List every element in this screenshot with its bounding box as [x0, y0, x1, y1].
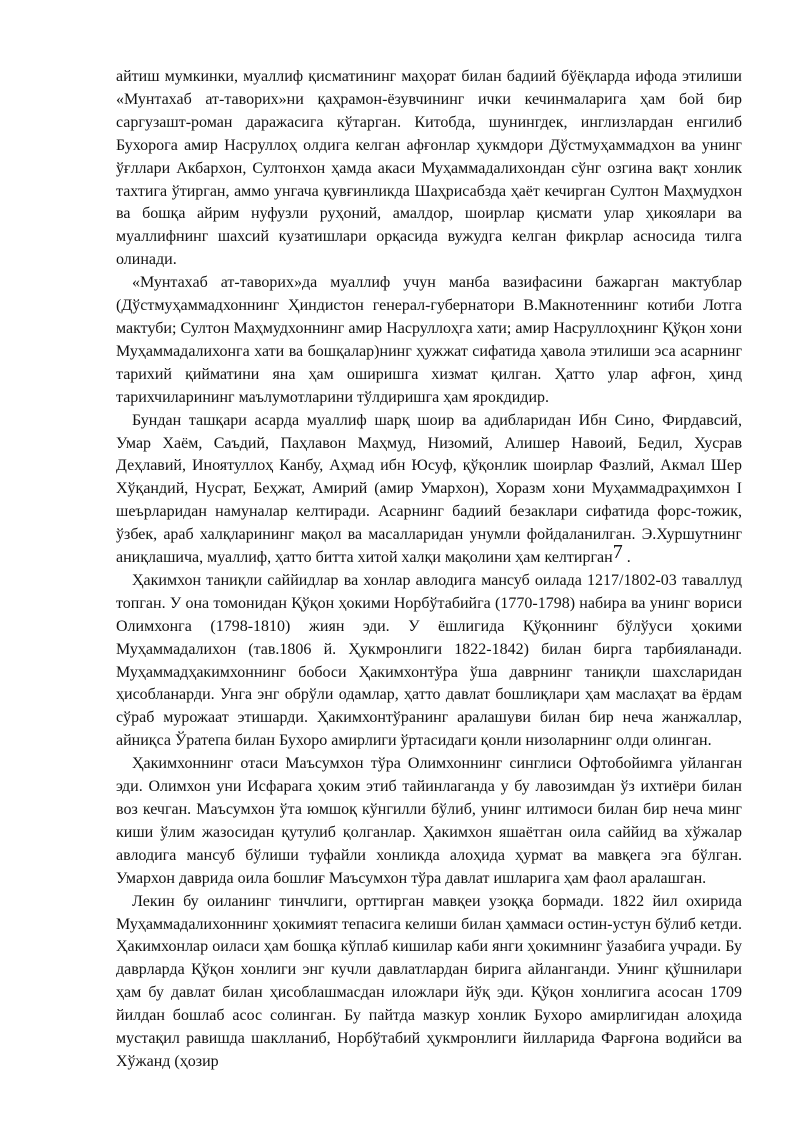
paragraph-1-text: айтиш мумкинки, муаллиф қисматининг маҳорат билан бадиий бўёқларда ифода этилиши «Мунтахаб ат-таворих»ни қаҳрамон-ёзувчининг ички кечинмаларига ҳам бой бир саргузашт-роман даражасига кўтарган. Китобда, шунингдек, инглизлардан енгилиб Бухорога амир Насруллоҳ олдига келган афғонлар ҳукмдори Дўстмуҳаммадхон ва унинг ўғллари Акбархон, Султонхон ҳамда акаси Муҳаммадалихондан сўнг озгина вақт хонлик тахтига ўтирган, аммо унгача қувғинликда Шаҳрисабзда ҳаёт кечирган Султон Маҳмудхон ва бошқа айрим нуфузли руҳоний, амалдор, шоирлар қисмати улар ҳикоялари ва муаллифнинг шахсий кузатишлари орқасида вужудга келган фикрлар асносида тилга олинади. — [116, 68, 742, 269]
paragraph-4 — [116, 570, 742, 753]
paragraph-6-text: Лекин бу оиланинг тинчлиги, орттирган мавқеи узоққа бормади. 1822 йил охирида Муҳаммадалихоннинг ҳокимият тепасига келиши билан ҳаммаси остин-устун бўлиб кетди. Ҳакимхонлар оиласи ҳам бошқа кўплаб кишилар каби янги ҳокимнинг ўазабига учради. Бу даврларда Қўқон хонлиги энг кучли давлатлардан бирига айланганди. Унинг қўшнилари ҳам бу давлат билан ҳисоблашмасдан иложлари йўқ эди. Қўқон хонлигига асосан 1709 йилдан бошлаб асос солинган. Бу пайтда мазкур хонлик Бухоро амирлигидан алоҳида мустақил равишда шаклланиб, Норбўтабий ҳукмронлиги йилларида Фарғона водийси ва Хўжанд (ҳозир — [116, 892, 742, 1070]
paragraph-2 — [116, 272, 742, 409]
paragraph-2-text: «Мунтахаб ат-таворих»да муаллиф учун манба вазифасини бажарган мактублар (Дўстмуҳаммадхоннинг Ҳиндистон генерал-губернатори В.Макнотеннинг котиби Лотга мактуби; Султон Маҳмудхоннинг амир Насруллоҳга хати; амир Насруллоҳнинг Қўқон хони Муҳаммадалихонга хати ва бошқалар)нинг ҳужжат сифатида ҳавола этилиши эса асарнинг тарихий қийматини яна ҳам оширишга хизмат қилган. Ҳатто улар афғон, ҳинд тарихчиларининг маълумотларини тўлдиришга ҳам ярокдидир. — [116, 274, 742, 406]
paragraph-3-text: Бундан ташқари асарда муаллиф шарқ шоир ва адибларидан Ибн Сино, Фирдавсий, Умар Хаём, Саъдий, Паҳлавон Маҳмуд, Низомий, Алишер Навоий, Бедил, Хусрав Деҳлавий, Иноятуллоҳ Канбу, Аҳмад ибн Юсуф, қўқонлик шоирлар Фазлий, Акмал Шер Хўқандий, Нусрат, Беҳжат, Амирий (амир Умархон), Хоразм хони Муҳаммадраҳимхон I шеърларидан намуналар келтиради. Асарнинг бадиий безаклари сифатида форс-тожик, ўзбек, араб халқларининг мақол ва масалларидан унумли фойдаланилган. Э.Хуршутнинг аниқлашича, муаллиф, ҳатто битта хитой халқи мақолини ҳам келтирган — [116, 411, 742, 567]
paragraph-5 — [116, 753, 742, 890]
paragraph-4-text: Ҳакимхон таниқли саййидлар ва хонлар авлодига мансуб оилада 1217/1802-03 таваллуд топган. У она томонидан Қўқон ҳокими Норбўтабийга (1770-1798) набира ва унинг вориси Олимхонга (1798-1810) жиян эди. У ёшлигида Қўқоннинг бўлўуси ҳокими Муҳаммадалихон (тав.1806 й. Ҳукмронлиги 1822-1842) билан бирга тарбияланади. Муҳаммадҳакимхоннинг бобоси Ҳакимхонтўра ўша даврнинг таниқли шахсларидан ҳисобланарди. Унга энг обрўли одамлар, ҳатто давлат бошлиқлари ҳам маслаҳат ва ёрдам сўраб мурожаат этишарди. Ҳакимхонтўранинг аралашуви билан бир неча жанжаллар, айниқса Ўратепа билан Бухоро амирлиги ўртасидаги қонли низоларнинг олди олинган. — [116, 571, 742, 750]
paragraph-6 — [116, 891, 742, 1074]
paragraph-5-text: Ҳакимхоннинг отаси Маъсумхон тўра Олимхоннинг синглиси Офтобойимга уйланган эди. Олимхон уни Исфарага ҳоким этиб тайинлаганда у бу лавозимдан ўз ихтиёри билан воз кечган. Маъсумхон ўта юмшоқ кўнгилли бўлиб, унинг илтимоси билан бир неча минг киши ўлим жазосидан қутулиб қолганлар. Ҳакимхон яшаётган оила саййид ва хўжалар авлодига мансуб бўлиши туфайли хонликда алоҳида ҳурмат ва мавқега эга бўлган. Умархон даврида оила бошлиғ Маъсумхон тўра давлат ишларига ҳам фаол аралашган. — [116, 755, 742, 887]
paragraph-3-tail: . — [622, 549, 631, 567]
paragraph-3 — [116, 410, 742, 570]
footnote-reference[interactable]: 7 — [612, 541, 623, 564]
paragraph-1 — [116, 66, 742, 272]
document-page — [116, 66, 742, 1074]
